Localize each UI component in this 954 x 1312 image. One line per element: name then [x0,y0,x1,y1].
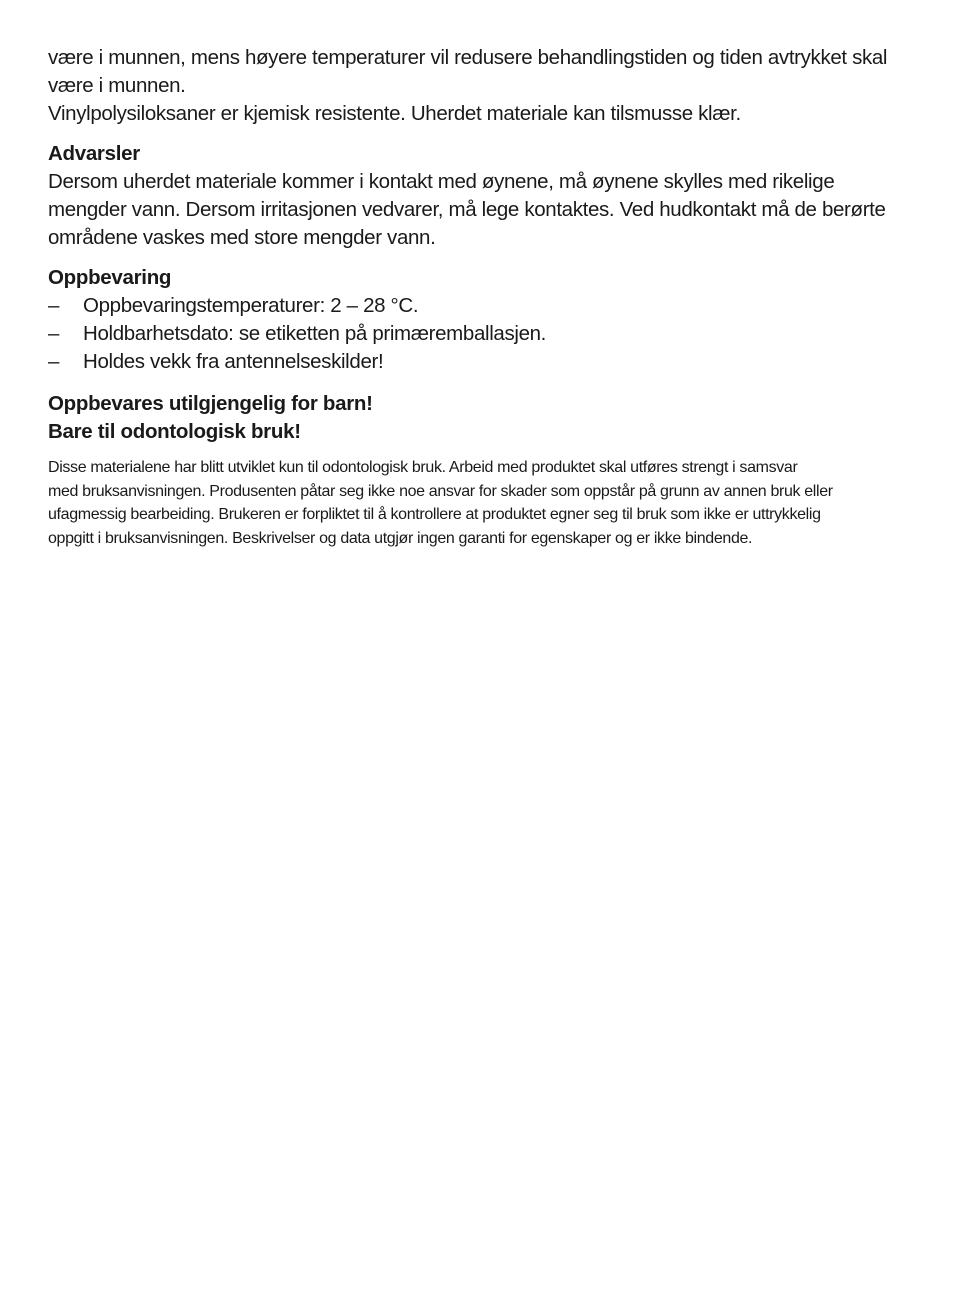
warnings-line: områdene vaskes med store mengder vann. [48,226,436,249]
list-item [48,320,898,348]
warnings-line: Dersom uherdet materiale kommer i kontakt med øynene, må øynene skylles med rikelige [48,170,835,193]
disclaimer-line: oppgitt i bruksanvisningen. Beskrivelser og data utgjør ingen garanti for egenskaper og er ikke bindende. [48,529,753,547]
intro-line: være i munnen. [48,74,186,97]
dash-bullet: – [48,294,60,317]
list-item-text: Holdes vekk fra antennelseskilder! [83,350,384,373]
list-item-text: Holdbarhetsdato: se etiketten på primæremballasjen. [83,322,547,345]
dash-bullet: – [48,350,60,373]
intro-line: Vinylpolysiloksaner er kjemisk resistente. Uherdet materiale kan tilsmusse klær. [48,102,741,125]
intro-paragraph [48,44,898,128]
children-notice: Oppbevares utilgjengelig for barn! [48,392,373,415]
storage-list [48,292,898,376]
disclaimer-line: ufagmessig bearbeiding. Brukeren er forpliktet til å kontrollere at produktet egner seg til bruk som ikke er uttrykkelig [48,506,821,523]
dental-use-notice: Bare til odontologisk bruk! [48,420,301,443]
intro-line: være i munnen, mens høyere temperaturer vil redusere behandlingstiden og tiden avtrykket skal [48,46,888,69]
list-item [48,292,898,320]
list-item-text: Oppbevaringstemperaturer: 2 – 28 °C. [83,294,419,317]
document-page [48,44,898,550]
disclaimer-section [48,456,898,550]
disclaimer-line: Disse materialene har blitt utviklet kun til odontologisk bruk. Arbeid med produktet skal utføres strengt i samsvar [48,459,798,476]
storage-heading: Oppbevaring [48,266,172,289]
warnings-section [48,140,898,252]
warnings-heading: Advarsler [48,142,140,165]
warnings-line: mengder vann. Dersom irritasjonen vedvarer, må lege kontaktes. Ved hudkontakt må de berørte [48,198,886,221]
list-item [48,348,898,376]
notices-section [48,390,898,446]
disclaimer-line: med bruksanvisningen. Produsenten påtar seg ikke noe ansvar for skader som oppstår på grunn av annen bruk eller [48,482,833,500]
dash-bullet: – [48,322,60,345]
storage-section [48,264,898,376]
